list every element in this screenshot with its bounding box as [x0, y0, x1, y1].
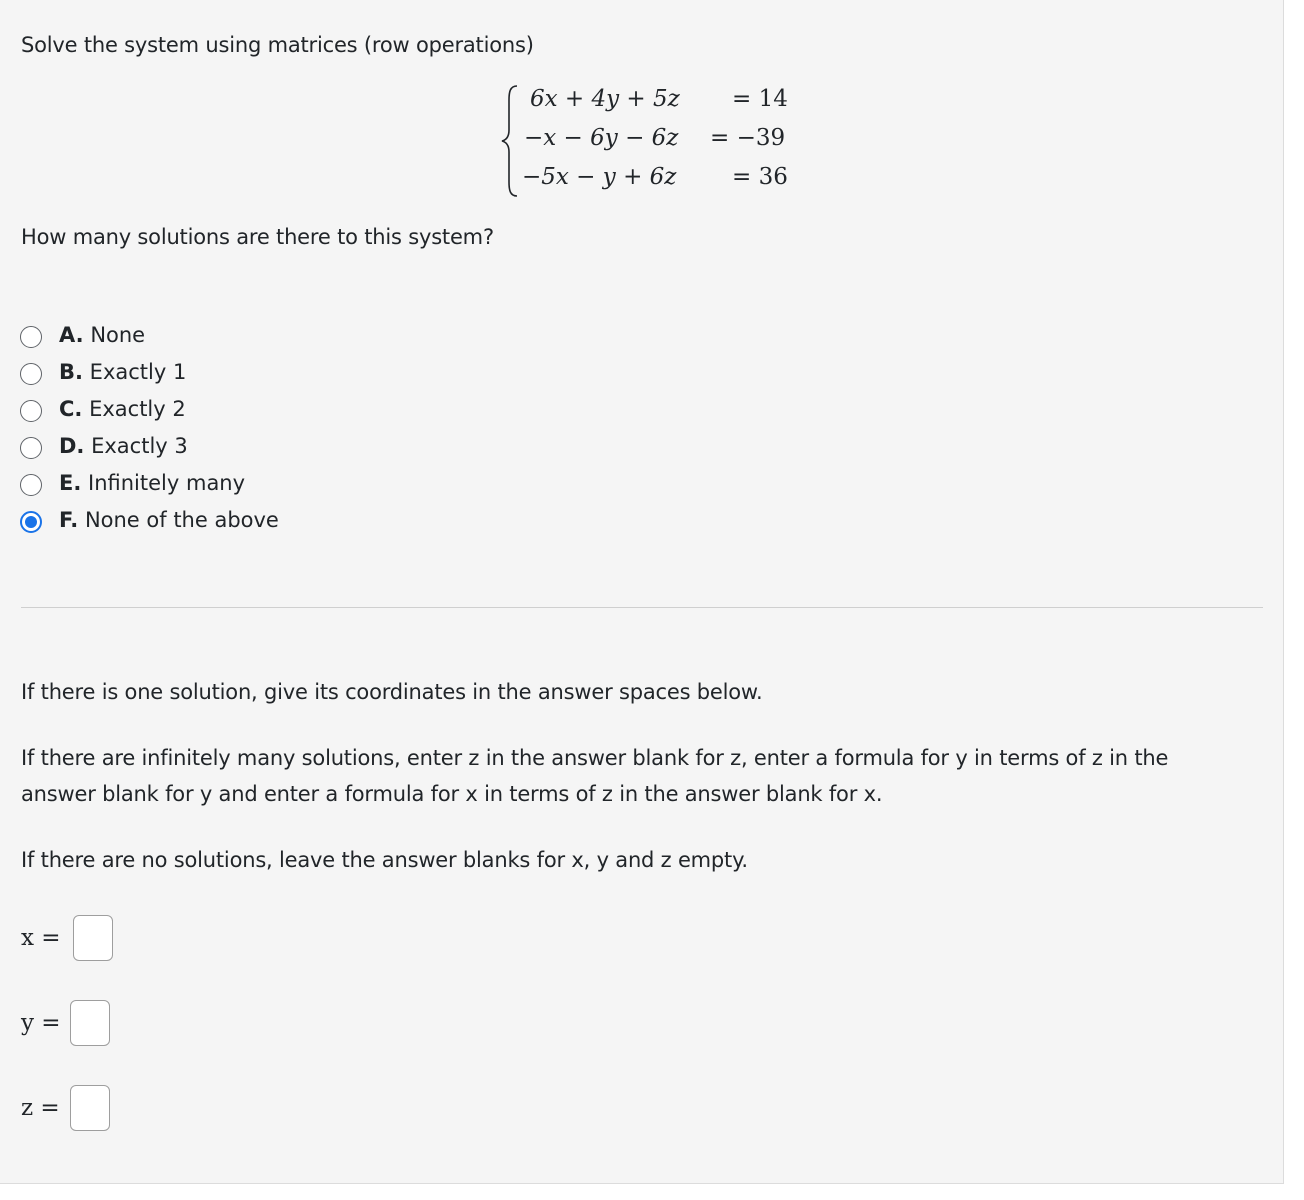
choice-letter: C. [59, 397, 83, 421]
question-text: How many solutions are there to this system? [21, 225, 494, 249]
answer-input-y[interactable] [70, 1000, 110, 1046]
radio-button[interactable] [20, 326, 42, 348]
choice-label: Exactly 1 [89, 360, 187, 384]
equation-rhs: = 14 [732, 86, 788, 112]
radio-button[interactable] [20, 363, 42, 385]
equation-lhs: 6x + 4y + 5z [530, 86, 680, 112]
answer-label-x: x = [21, 925, 61, 951]
choice-label: Exactly 2 [89, 397, 186, 421]
instruction-one-solution: If there is one solution, give its coordinates in the answer spaces below. [21, 680, 763, 704]
instruction-no-solution: If there are no solutions, leave the answer blanks for x, y and z empty. [21, 848, 748, 872]
choice-letter: E. [59, 471, 82, 495]
choice-letter: F. [59, 508, 79, 532]
answer-label-y: y = [21, 1010, 61, 1036]
choice-label: Infinitely many [88, 471, 246, 495]
radio-button[interactable] [20, 437, 42, 459]
choice-label: Exactly 3 [91, 434, 188, 458]
radio-button[interactable] [20, 474, 42, 496]
equation-system [500, 82, 800, 200]
section-divider [21, 607, 1263, 608]
radio-button[interactable] [20, 400, 42, 422]
answer-input-x[interactable] [73, 915, 113, 961]
equation-rhs: = −39 [710, 125, 786, 151]
choice-label: None of the above [84, 508, 279, 532]
choice-letter: D. [59, 434, 85, 458]
equation-lhs: −5x − y + 6z [522, 164, 677, 190]
equation-rhs: = 36 [732, 164, 788, 190]
choice-label: None [90, 323, 146, 347]
instruction-infinite-line-2: answer blank for y and enter a formula for x in terms of z in the answer blank for x. [21, 782, 883, 806]
answer-input-z[interactable] [70, 1085, 110, 1131]
radio-button-selected[interactable] [20, 511, 42, 533]
equation-lhs: −x − 6y − 6z [524, 125, 679, 151]
choice-letter: B. [59, 360, 83, 384]
problem-prompt: Solve the system using matrices (row operations) [21, 33, 534, 57]
choice-letter: A. [59, 323, 84, 347]
left-brace [500, 84, 520, 198]
instruction-infinite-line-1: If there are infinitely many solutions, enter z in the answer blank for z, enter a formula for y in terms of z in the [21, 746, 1169, 770]
answer-label-z: z = [21, 1095, 60, 1121]
